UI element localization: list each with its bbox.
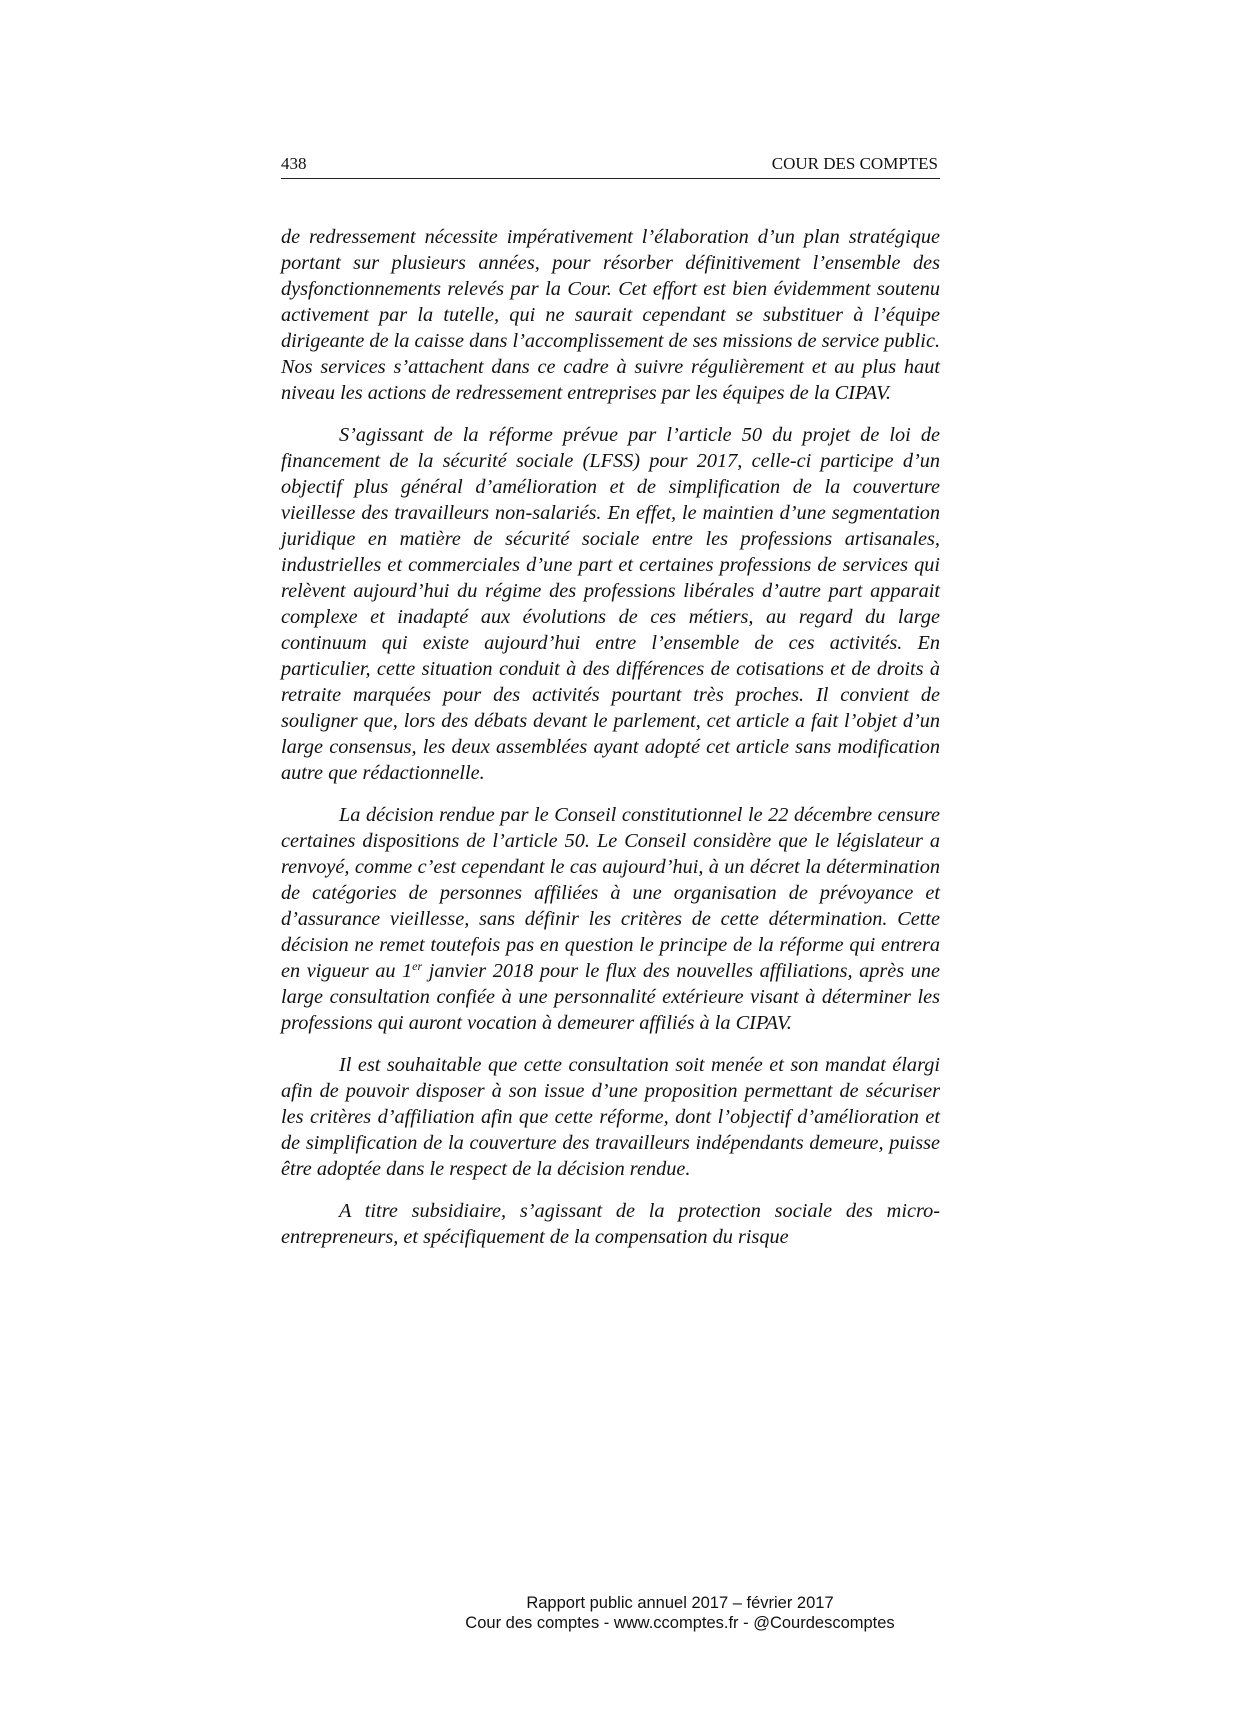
document-body (281, 224, 940, 1266)
paragraph-3-part-2: janvier 2018 pour le flux des nouvelles affiliations, après une large consultation confiée à une personnalité extérieure visant à déterminer les professions qui auront vocation à demeurer affiliés à la CIPAV. (281, 960, 940, 1034)
paragraph-4: Il est souhaitable que cette consultation soit menée et son mandat élargi afin de pouvoir disposer à son issue d’une proposition permettant de sécuriser les critères d’affiliation afin que cette réforme, dont l’objectif d’amélioration et de simplification de la couverture des travailleurs indépendants demeure, puisse être adoptée dans le respect de la décision rendue. (281, 1054, 940, 1180)
page-header (281, 154, 940, 179)
paragraph-2: S’agissant de la réforme prévue par l’article 50 du projet de loi de financement de la sécurité sociale (LFSS) pour 2017, celle-ci participe d’un objectif plus général d’amélioration et de simplification de la couverture vieillesse des travailleurs non-salariés. En effet, le maintien d’une segmentation juridique en matière de sécurité sociale entre les professions artisanales, industrielles et commerciales d’une part et certaines professions de services qui relèvent aujourd’hui du régime des professions libérales d’autre part apparait complexe et inadapté aux évolutions de ces métiers, au regard du large continuum qui existe aujourd’hui entre l’ensemble de ces activités. En particulier, cette situation conduit à des différences de cotisations et de droits à retraite marquées pour des activités pourtant très proches. Il convient de souligner que, lors des débats devant le parlement, cet article a fait l’objet d’un large consensus, les deux assemblées ayant adopté cet article sans modification autre que rédactionnelle. (281, 424, 940, 784)
ordinal-superscript: er (412, 959, 423, 973)
page-footer (0, 1593, 1240, 1633)
page-number: 438 (281, 154, 307, 173)
footer-report-line: Rapport public annuel 2017 – février 2017 (526, 1594, 834, 1612)
footer-contact-line: Cour des comptes - www.ccomptes.fr - @Courdescomptes (465, 1614, 895, 1632)
paragraph-3-part-1: La décision rendue par le Conseil constitutionnel le 22 décembre censure certaines dispositions de l’article 50. Le Conseil considère que le législateur a renvoyé, comme c’est cependant le cas aujourd’hui, à un décret la détermination de catégories de personnes affiliées à une organisation de prévoyance et d’assurance vieillesse, sans définir les critères de cette détermination. Cette décision ne remet toutefois pas en question le principe de la réforme qui entrera en vigueur au 1 (281, 804, 940, 982)
paragraph-3 (281, 802, 940, 1036)
running-title: COUR DES COMPTES (771, 154, 938, 173)
paragraph-1: de redressement nécessite impérativement l’élaboration d’un plan stratégique portant sur plusieurs années, pour résorber définitivement l’ensemble des dysfonctionnements relevés par la Cour. Cet effort est bien évidemment soutenu activement par la tutelle, qui ne saurait cependant se substituer à l’équipe dirigeante de la caisse dans l’accomplissement de ses missions de service public. Nos services s’attachent dans ce cadre à suivre régulièrement et au plus haut niveau les actions de redressement entreprises par les équipes de la CIPAV. (281, 226, 941, 404)
paragraph-5: A titre subsidiaire, s’agissant de la protection sociale des micro-entrepreneurs, et spécifiquement de la compensation du risque (281, 1200, 940, 1248)
